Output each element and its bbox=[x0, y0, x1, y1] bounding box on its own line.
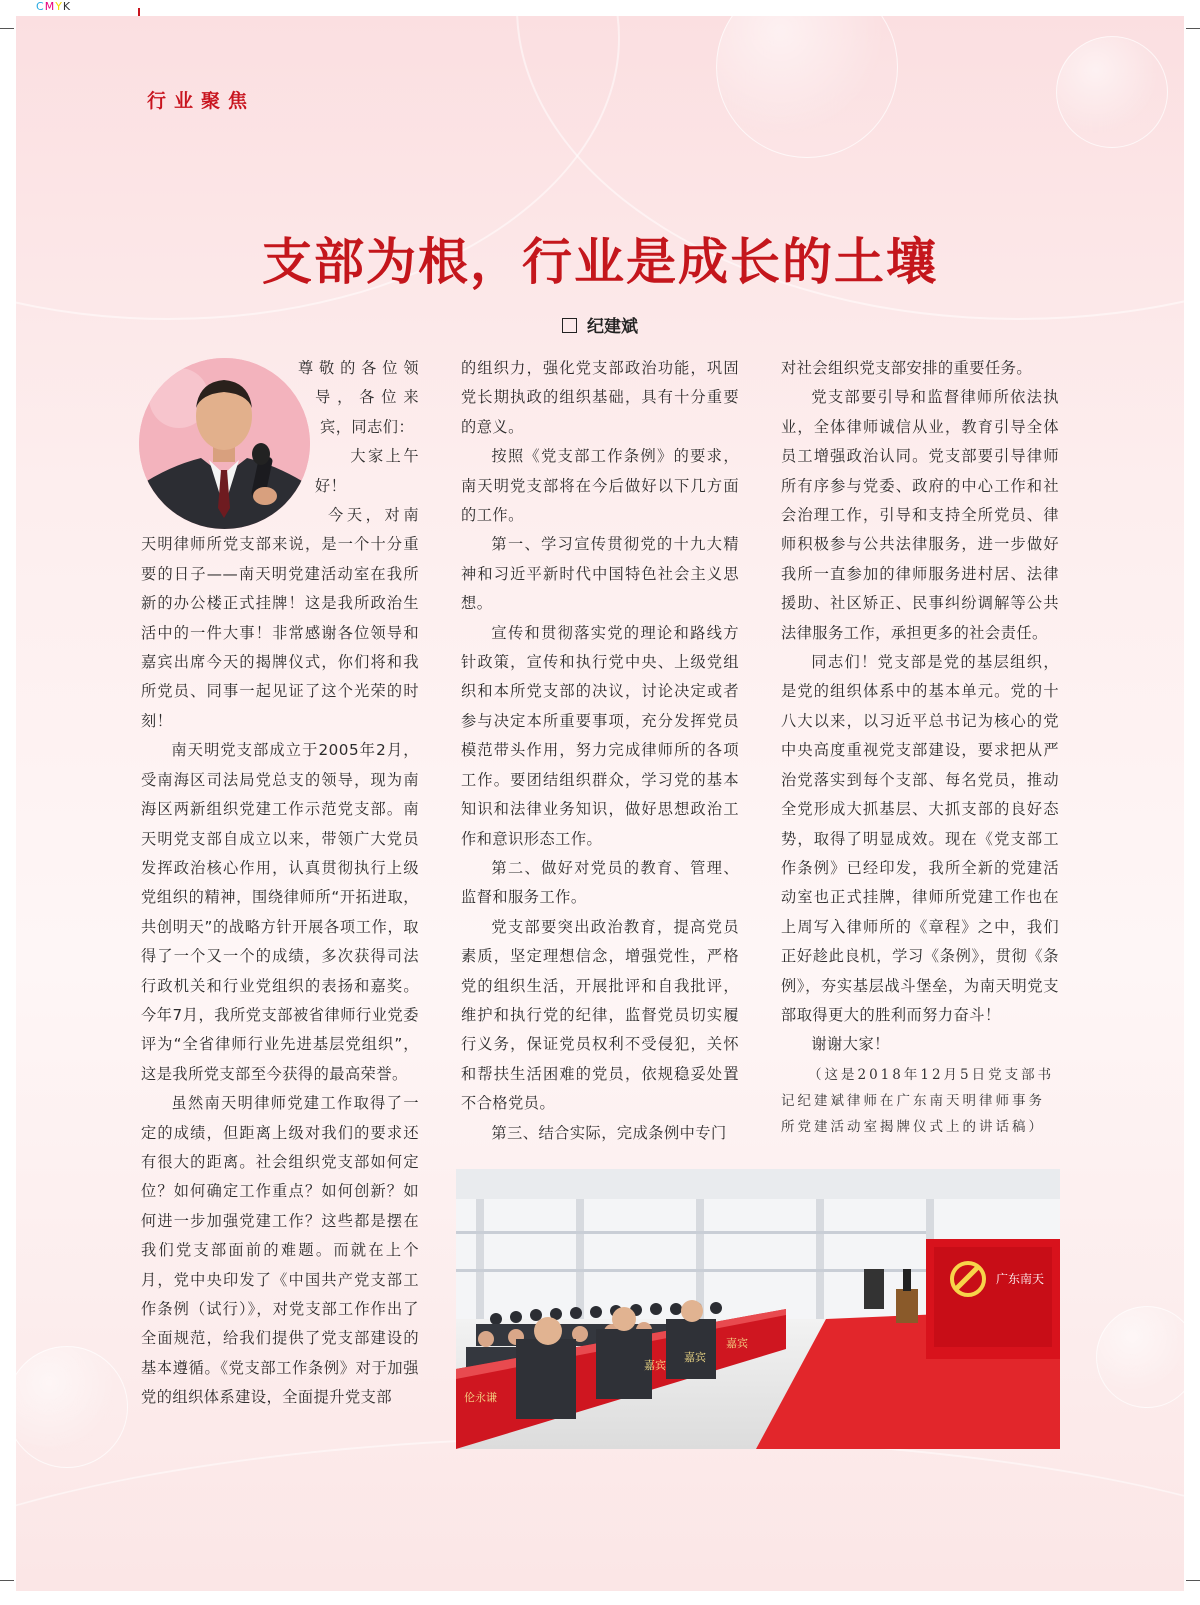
bubble-decoration bbox=[16, 1346, 128, 1468]
tablecloth-label: 嘉宾 bbox=[684, 1351, 706, 1364]
paragraph: 第三、结合实际，完成条例中专门 bbox=[491, 1123, 727, 1142]
portrait-wrap-space bbox=[138, 354, 313, 530]
paragraph: 大家上午好！ bbox=[314, 447, 419, 495]
paragraph: 的组织力，强化党支部政治功能，巩固党长期执政的组织基础，具有十分重要的意义。 bbox=[461, 359, 739, 436]
ceremony-photo bbox=[456, 1169, 1060, 1449]
paragraph: 同志们！党支部是党的基层组织，是党的组织体系中的基本单元。党的十八大以来，以习近平总书记为核心的党中央高度重视党支部建设，要求把从严治党落实到每个支部、每名党员，推动全党形成大抓基层、大抓支部的良好态势，取得了明显成效。现在《党支部工作条例》已经印发，我所全新的党建活动室也正式挂牌，律师所党建工作也在上周写入律师所的《章程》之中，我们正好趁此良机，学习《条例》，贯彻《条例》，夯实基层战斗堡垒，为南天明党支部取得更大的胜利而努力奋斗！ bbox=[781, 653, 1059, 1024]
crop-mark bbox=[1186, 1580, 1200, 1581]
paragraph: 第二、做好对党员的教育、管理、监督和服务工作。 bbox=[461, 858, 739, 907]
crop-mark bbox=[138, 8, 140, 16]
paragraph: 南天明党支部成立于2005年2月，受南海区司法局党总支的领导，现为南海区两新组织党建工作示范党支部。南天明党支部自成立以来，带领广大党员发挥政治核心作用，认真贯彻执行上级党组织的精神，围绕律师所“开拓进取，共创明天”的战略方针开展各项工作，取得了一个又一个的成绩，多次获得司法行政机关和行业党组织的表扬和嘉奖。今年7月，我所党支部被省律师行业党委评为“全省律师行业先进基层党组织”，这是我所党支部至今获得的最高荣誉。 bbox=[141, 741, 419, 1083]
paragraph: 谢谢大家！ bbox=[811, 1035, 890, 1054]
cmyk-k: K bbox=[62, 0, 72, 13]
paragraph: 党支部要引导和监督律师所依法执业，全体律师诚信从业，教育引导全体员工增强政治认同。党支部要引导律师所有序参与党委、政府的中心工作和社会治理工作，引导和支持全所党员、律师积极参与公共法律服务，进一步做好我所一直参加的律师服务进村居、法律援助、社区矫正、民事纠纷调解等公共法律服务工作，承担更多的社会责任。 bbox=[781, 388, 1059, 642]
tablecloth-label: 嘉宾 bbox=[644, 1359, 666, 1372]
ceremony-photo-illustration bbox=[456, 1169, 1060, 1449]
cmyk-c: C bbox=[36, 0, 45, 13]
cmyk-m: M bbox=[44, 0, 56, 13]
paragraph: 虽然南天明律师党建工作取得了一定的成绩，但距离上级对我们的要求还有很大的距离。社会组织党支部如何定位？如何确定工作重点？如何创新？如何进一步加强党建工作？这些都是摆在我们党支部面前的难题。而就在上个月，党中央印发了《中国共产党支部工作条例（试行）》，对党支部工作作出了全面规范，给我们提供了党支部建设的基本遵循。《党支部工作条例》对于加强党的组织体系建设，全面提升党支部 bbox=[141, 1094, 419, 1407]
byline bbox=[0, 312, 1200, 337]
paragraph: 今天，对南天明律师所党支部来说，是一个十分重要的日子——南天明党建活动室在我所新的办公楼正式挂牌！这是我所政治生活中的一件大事！非常感谢各位领导和嘉宾出席今天的揭牌仪式，你们将和我所党员、同事一起见证了这个光荣的时刻！ bbox=[141, 506, 419, 730]
paragraph: 第一、学习宣传贯彻党的十九大精神和习近平新时代中国特色社会主义思想。 bbox=[461, 535, 739, 613]
paragraph: 按照《党支部工作条例》的要求，南天明党支部将在今后做好以下几方面的工作。 bbox=[461, 447, 739, 525]
crop-mark bbox=[0, 28, 14, 29]
section-tag: 行业聚焦 bbox=[147, 90, 256, 112]
paragraph: 宣传和贯彻落实党的理论和路线方针政策，宣传和执行党中央、上级党组织和本所党支部的决议，讨论决定或者参与决定本所重要事项，充分发挥党员模范带头作用，努力完成律师所的各项工作。要团结组织群众，学习党的基本知识和法律业务知识，做好思想政治工作和意识形态工作。 bbox=[461, 623, 739, 848]
tablecloth-label: 嘉宾 bbox=[726, 1337, 748, 1350]
crop-mark bbox=[0, 1580, 14, 1581]
ribbon-decoration bbox=[16, 1436, 1184, 1591]
author-name: 纪建斌 bbox=[587, 317, 638, 337]
text-column-2 bbox=[461, 354, 739, 1148]
speech-caption: （这是2018年12月5日党支部书记纪建斌律师在广东南天明律师事务所党建活动室揭牌仪式上的讲话稿） bbox=[781, 1066, 1055, 1135]
crop-mark bbox=[1186, 28, 1200, 29]
text-column-3 bbox=[781, 354, 1059, 1140]
text-column-1 bbox=[141, 354, 419, 1413]
byline-box-icon bbox=[562, 318, 577, 333]
photo-banner-text: 广东南天 bbox=[996, 1272, 1045, 1286]
article-title: 支部为根，行业是成长的土壤 bbox=[262, 232, 938, 291]
paragraph: 尊敬的各位领导，各位来宾，同志们： bbox=[297, 359, 419, 436]
paragraph: 党支部要突出政治教育，提高党员素质，坚定理想信念，增强党性，严格党的组织生活，开展批评和自我批评，维护和执行党的纪律，监督党员切实履行义务，保证党员权利不受侵犯，关怀和帮扶生活困难的党员，依规稳妥处置不合格党员。 bbox=[461, 917, 739, 1113]
bubble-decoration bbox=[1096, 1306, 1184, 1408]
cmyk-marks bbox=[36, 0, 71, 13]
cmyk-y: Y bbox=[55, 0, 63, 13]
paragraph: 对社会组织党支部安排的重要任务。 bbox=[781, 359, 1032, 377]
tablecloth-label: 伦永谦 bbox=[464, 1391, 497, 1404]
